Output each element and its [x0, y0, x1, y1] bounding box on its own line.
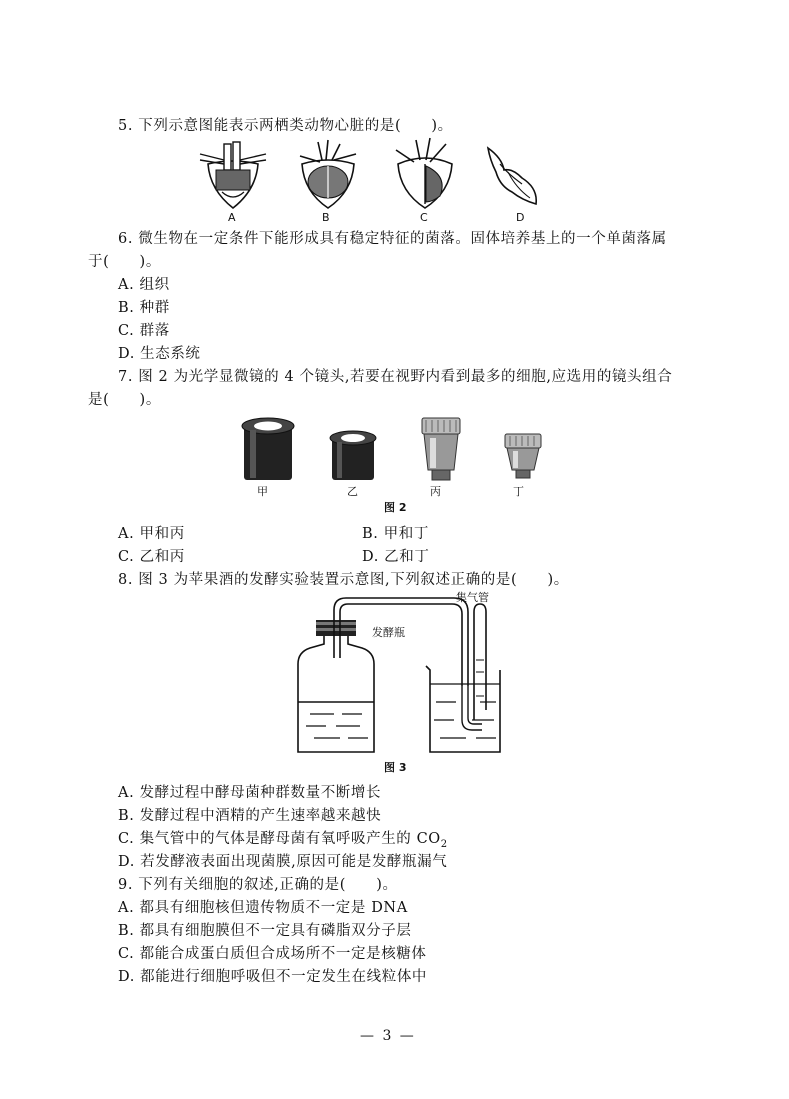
- q6-option-a: A. 组织: [118, 277, 170, 293]
- q6-option-b: B. 种群: [118, 300, 170, 316]
- q7-stem-line2: 是( )。: [88, 392, 161, 408]
- q6-stem-line2: 于( )。: [88, 254, 161, 270]
- q8-option-c: [118, 830, 448, 854]
- page-number: — 3 —: [360, 1028, 416, 1044]
- heart-label-c: C: [420, 211, 428, 224]
- heart-label-b: B: [322, 211, 330, 224]
- figure-3-caption: 图 3: [384, 761, 407, 774]
- collection-tube-label: 集气管: [456, 591, 489, 604]
- q6-stem-line1: 6. 微生物在一定条件下能形成具有稳定特征的菌落。固体培养基上的一个单菌落属: [118, 231, 667, 247]
- eyepiece-lens-yi: [328, 428, 378, 482]
- heart-label-a: A: [228, 211, 236, 224]
- figure-2-caption: 图 2: [384, 501, 407, 514]
- lens-label-jia: 甲: [257, 485, 268, 498]
- q9-option-c: C. 都能合成蛋白质但合成场所不一定是核糖体: [118, 946, 427, 962]
- heart-diagram-a: [198, 140, 268, 212]
- q7-option-a: A. 甲和丙: [118, 526, 185, 542]
- q8-stem: 8. 图 3 为苹果酒的发酵实验装置示意图,下列叙述正确的是( )。: [118, 572, 569, 588]
- q6-option-c: C. 群落: [118, 323, 170, 339]
- objective-lens-bing: [416, 414, 466, 484]
- lens-label-bing: 丙: [430, 485, 441, 498]
- fermentation-apparatus-diagram: [296, 590, 506, 758]
- q5-stem: 5. 下列示意图能表示两栖类动物心脏的是( )。: [118, 118, 453, 134]
- q9-option-a: A. 都具有细胞核但遗传物质不一定是 DNA: [118, 900, 408, 916]
- q9-option-b: B. 都具有细胞膜但不一定具有磷脂双分子层: [118, 923, 412, 939]
- q7-option-d: D. 乙和丁: [362, 549, 430, 565]
- q7-stem-line1: 7. 图 2 为光学显微镜的 4 个镜头,若要在视野内看到最多的细胞,应选用的镜头组合: [118, 369, 673, 385]
- heart-diagram-b: [294, 138, 362, 212]
- eyepiece-lens-jia: [240, 416, 296, 482]
- q8-option-b: B. 发酵过程中酒精的产生速率越来越快: [118, 808, 382, 824]
- q8-option-d: D. 若发酵液表面出现菌膜,原因可能是发酵瓶漏气: [118, 854, 448, 870]
- q8-option-a: A. 发酵过程中酵母菌种群数量不断增长: [118, 785, 382, 801]
- heart-label-d: D: [516, 211, 525, 224]
- q9-stem: 9. 下列有关细胞的叙述,正确的是( )。: [118, 877, 398, 893]
- q6-option-d: D. 生态系统: [118, 346, 201, 362]
- fermentation-bottle-label: 发酵瓶: [372, 626, 405, 639]
- heart-diagram-d: [482, 144, 542, 210]
- q9-option-d: D. 都能进行细胞呼吸但不一定发生在线粒体中: [118, 969, 428, 985]
- q7-option-b: B. 甲和丁: [362, 526, 429, 542]
- lens-label-yi: 乙: [347, 485, 358, 498]
- lens-label-ding: 丁: [513, 485, 524, 498]
- q8-option-c-text: C. 集气管中的气体是酵母菌有氧呼吸产生的 CO: [118, 831, 441, 847]
- objective-lens-ding: [500, 430, 546, 482]
- heart-diagram-c: [390, 136, 460, 212]
- q8-option-c-subscript: 2: [440, 838, 448, 850]
- q7-option-c: C. 乙和丙: [118, 549, 185, 565]
